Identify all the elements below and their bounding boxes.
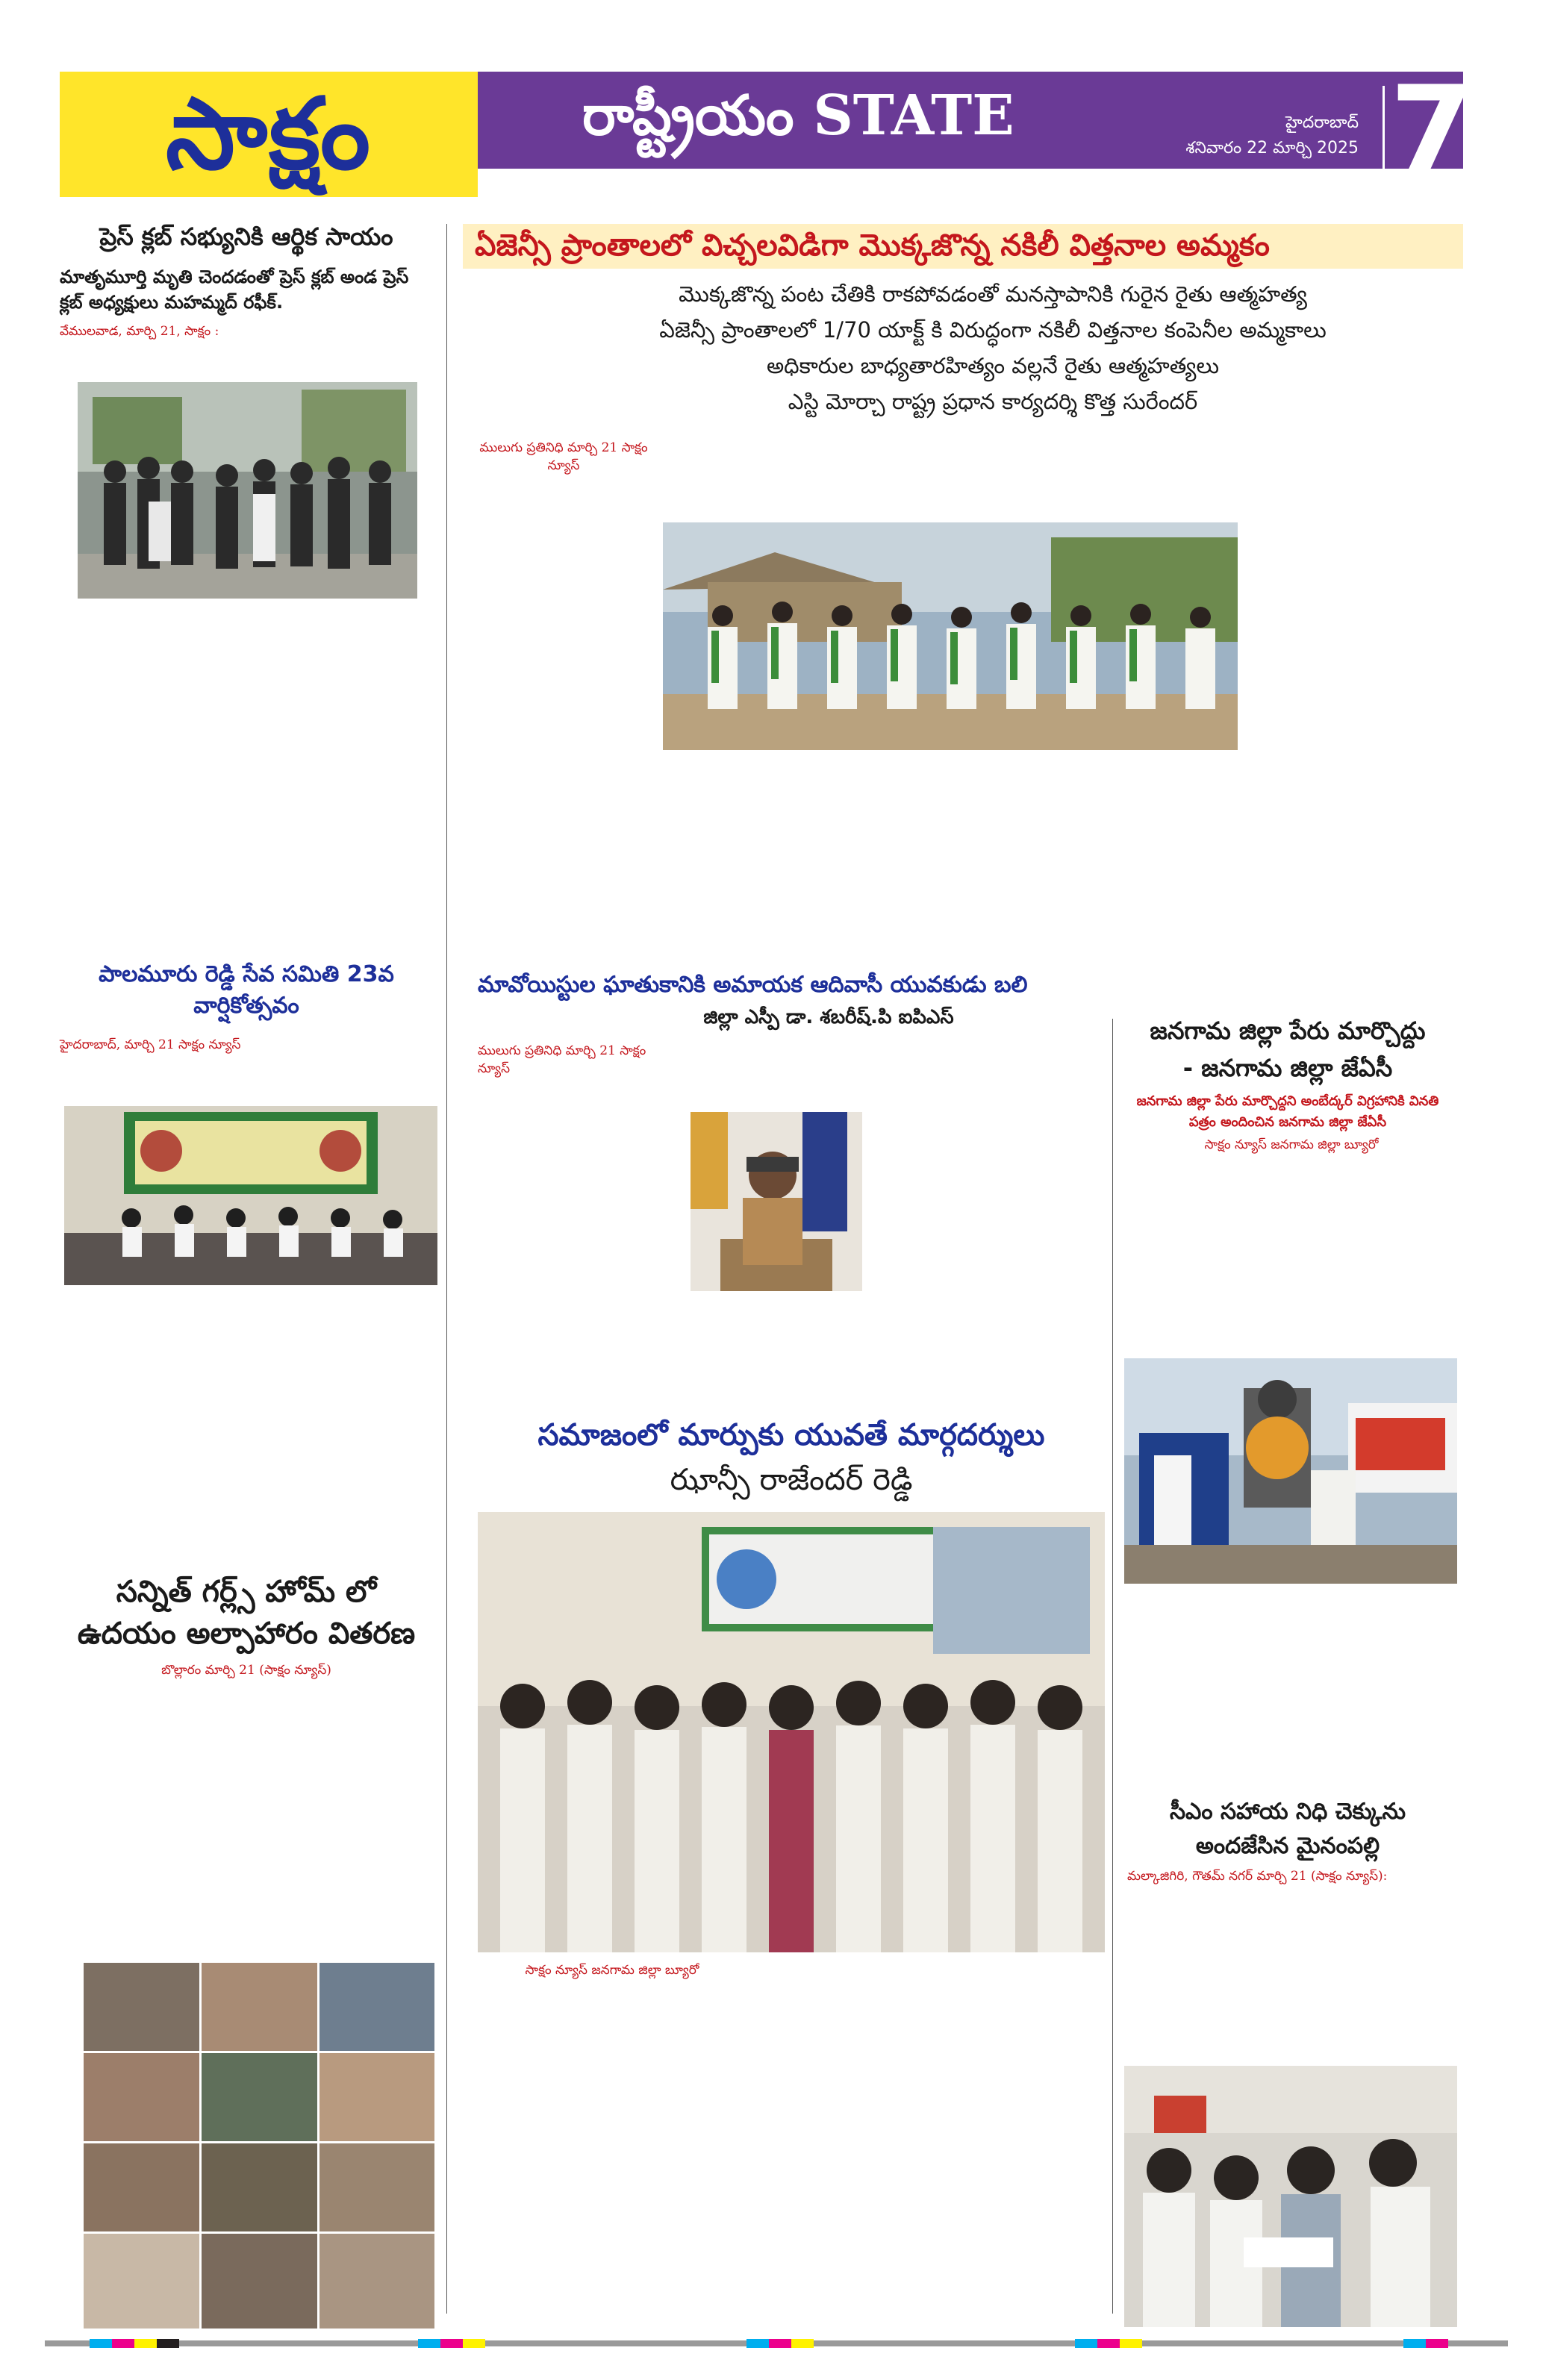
cmrf-body bbox=[1127, 1887, 1456, 2058]
page-number: 7 bbox=[1390, 60, 1474, 199]
lead-deck bbox=[582, 276, 1403, 419]
youth-group-photo bbox=[478, 1512, 1105, 1952]
press-club-photo bbox=[78, 382, 417, 599]
issue-city: హైదరాబాద్ bbox=[1285, 113, 1359, 132]
jangaon-dateline: సాక్షం న్యూస్ జనగామ జిల్లా బ్యూరో bbox=[1204, 1137, 1379, 1152]
youth-headline: సమాజంలో మార్పుకు యువతే మార్గదర్శులు bbox=[537, 1418, 1045, 1452]
sp-portrait-photo bbox=[691, 1112, 862, 1291]
lead-body-col5 bbox=[1247, 448, 1441, 970]
maoist-headline: మావోయిస్టుల ఘాతుకానికి అమాయక ఆదివాసీ యువకుడు బలి bbox=[478, 972, 1028, 998]
lead-farmers-photo bbox=[663, 522, 1238, 750]
youth-body-col2 bbox=[799, 1963, 1105, 2326]
palamuru-photo bbox=[64, 1106, 437, 1285]
jangaon-body-cont bbox=[1127, 1593, 1456, 1794]
youth-dateline: సాక్షం న్యూస్ జనగామ జిల్లా బ్యూరో bbox=[525, 1963, 699, 1978]
press-club-deck: మాతృమూర్తి మృతి చెందడంతో ప్రెస్ క్లబ్ అండ ప్రెస్ క్లబ్ అధ్యక్షులు మహమ్మద్ రఫీక్. bbox=[60, 266, 409, 313]
lead-headline: ఏజెన్సీ ప్రాంతాలలో విచ్చలవిడిగా మొక్కజొన్న నకిలీ విత్తనాల అమ్మకం bbox=[475, 228, 1270, 263]
cmrf-headline-2: అందజేసిన మైనంపల్లి bbox=[1195, 1833, 1380, 1859]
issue-dateline bbox=[1135, 110, 1359, 161]
cmrf-dateline: మల్కాజిగిరి, గౌతమ్ నగర్ మార్చి 21 (సాక్షం న్యూస్): bbox=[1127, 1869, 1388, 1884]
cmrf-photo bbox=[1124, 2066, 1457, 2327]
palamuru-body-cont bbox=[60, 1294, 433, 1563]
jangaon-statue-photo bbox=[1124, 1358, 1457, 1584]
maoist-body-col3 bbox=[888, 1045, 1097, 1403]
youth-subhead: ఝాన్సీ రాజేందర్ రెడ్డి bbox=[670, 1463, 913, 1497]
girls-home-photo-collage bbox=[84, 1963, 434, 2329]
lead-dateline: ములుగు ప్రతినిధి మార్చి 21 సాక్షం న్యూస్ bbox=[479, 440, 648, 473]
column-rule-left bbox=[446, 224, 447, 2314]
maoist-body-col2-top bbox=[672, 1045, 873, 1105]
section-title: రాష్ట్రీయం STATE bbox=[582, 84, 1014, 148]
column-rule-right bbox=[1112, 1019, 1113, 2314]
press-club-body-cont bbox=[60, 606, 433, 957]
jangaon-headline-1: జనగామ జిల్లా పేరు మార్చొద్దు bbox=[1150, 1016, 1426, 1045]
palamuru-headline: పాలమూరు రెడ్డి సేవ సమితి 23వ వార్షికోత్సవం bbox=[99, 961, 394, 1019]
press-club-body bbox=[60, 342, 433, 372]
print-registration-strip bbox=[0, 2333, 1543, 2355]
maoist-dateline: ములుగు ప్రతినిధి మార్చి 21 సాక్షం న్యూస్ bbox=[478, 1043, 646, 1076]
issue-date: శనివారం 22 మార్చి 2025 bbox=[1185, 139, 1359, 157]
girls-home-headline-2: ఉదయం అల్పాహారం వితరణ bbox=[77, 1617, 416, 1651]
cmrf-headline-1: సీఎం సహాయ నిధి చెక్కును bbox=[1169, 1799, 1406, 1825]
lead-body-col1 bbox=[478, 478, 649, 970]
palamuru-body bbox=[60, 1055, 433, 1100]
jangaon-body bbox=[1127, 1155, 1456, 1349]
youth-body-col1 bbox=[478, 1982, 784, 2326]
girls-home-body bbox=[60, 1682, 433, 1951]
girls-home-headline-1: సన్నిత్ గర్ల్స్ హోమ్ లో bbox=[116, 1575, 377, 1609]
lead-deck-line: అధికారుల బాధ్యతారహిత్యం వల్లనే రైతు ఆత్మహత్యలు bbox=[766, 353, 1220, 378]
newspaper-logo: సాక్షం bbox=[166, 77, 372, 192]
lead-deck-line: ఎస్టి మోర్చా రాష్ట్ర ప్రధాన కార్యదర్శి కొత్త సురేందర్ bbox=[788, 389, 1198, 414]
girls-home-dateline: బొల్లారం మార్చి 21 (సాక్షం న్యూస్) bbox=[161, 1663, 331, 1678]
palamuru-dateline: హైదరాబాద్, మార్చి 21 సాక్షం న్యూస్ bbox=[60, 1037, 241, 1052]
lead-deck-line: ఏజెన్సీ ప్రాంతాలలో 1/70 యాక్ట్ కి విరుద్ధంగా నకిలీ విత్తనాల కంపెనీల అమ్మకాలు bbox=[659, 317, 1327, 343]
press-club-dateline: వేములవాడ, మార్చి 21, సాక్షం : bbox=[60, 324, 219, 339]
jangaon-deck: జనగామ జిల్లా పేరు మార్చొద్దని అంబేద్కర్ విగ్రహానికి వినతి పత్రం అందించిన జనగామ జిల్లా జేఏసీ bbox=[1136, 1093, 1439, 1130]
maoist-body-col1 bbox=[478, 1081, 657, 1402]
lead-body-bottom bbox=[663, 758, 1238, 970]
lead-body-top bbox=[663, 448, 1238, 515]
jangaon-headline-2: - జనగామ జిల్లా జేఏసీ bbox=[1182, 1054, 1393, 1082]
lead-deck-line: మొక్కజొన్న పంట చేతికి రాకపోవడంతో మనస్తాపానికి గురైన రైతు ఆత్మహత్య bbox=[679, 281, 1307, 307]
press-club-headline: ప్రెస్ క్లబ్ సభ్యునికి ఆర్థిక సాయం bbox=[99, 222, 393, 251]
masthead-divider bbox=[1383, 86, 1385, 183]
maoist-subhead: జిల్లా ఎస్పీ డా. శబరీష్.పి ఐపిఎస్ bbox=[703, 1006, 954, 1028]
maoist-body-col2-bottom bbox=[672, 1299, 873, 1403]
